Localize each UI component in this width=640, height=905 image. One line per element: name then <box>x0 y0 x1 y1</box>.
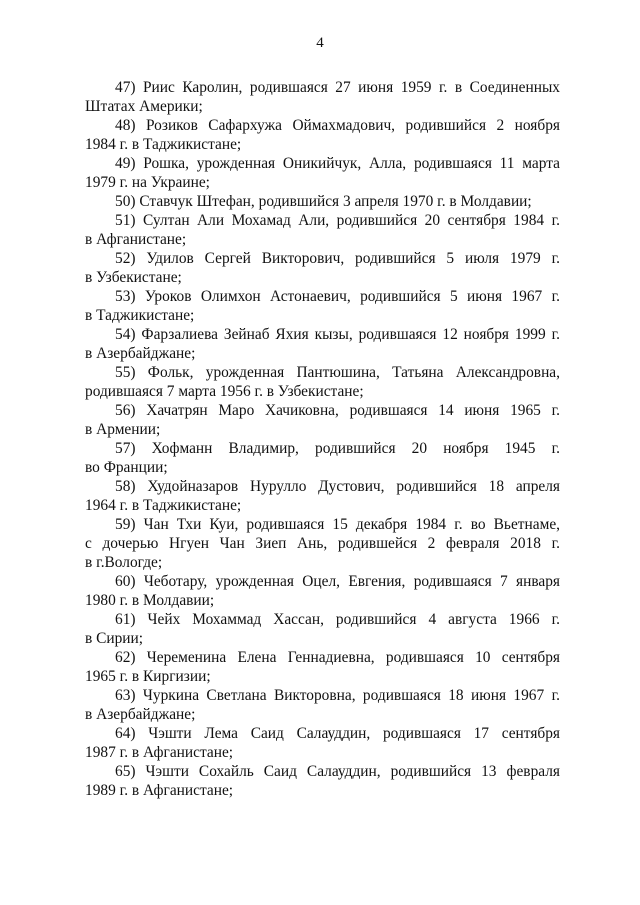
list-item-first-line: 54) Фарзалиева Зейнаб Яхия кызы, родившаяся 12 ноября 1999 г. <box>115 326 560 343</box>
list-item-line: 1980 г. в Молдавии; <box>85 592 215 609</box>
list-item-first-line: 53) Уроков Олимхон Астонаевич, родившийся 5 июня 1967 г. <box>115 288 560 305</box>
list-item-line: родившаяся 7 марта 1956 г. в Узбекистане; <box>85 383 364 400</box>
list-item <box>85 116 560 154</box>
list-item-line: 1989 г. в Афганистане; <box>85 782 234 799</box>
list-item-line: 1965 г. в Киргизии; <box>85 668 211 685</box>
list-item <box>85 648 560 686</box>
list-item <box>85 211 560 249</box>
list-item <box>85 686 560 724</box>
list-item-first-line: 49) Рошка, урожденная Оникийчук, Алла, родившаяся 11 марта <box>115 155 560 172</box>
list-item <box>85 439 560 477</box>
list-item-first-line: 63) Чуркина Светлана Викторовна, родившаяся 18 июня 1967 г. <box>115 687 560 704</box>
list-item-first-line: 50) Ставчук Штефан, родившийся 3 апреля 1970 г. в Молдавии; <box>115 193 532 210</box>
list-item <box>85 572 560 610</box>
list-item <box>85 762 560 800</box>
list-item-first-line: 51) Султан Али Мохамад Али, родившийся 20 сентября 1984 г. <box>115 212 560 229</box>
list-item-first-line: 56) Хачатрян Маро Хачиковна, родившаяся 14 июня 1965 г. <box>115 402 560 419</box>
list-item-line: в Таджикистане; <box>85 307 195 324</box>
list-item <box>85 192 560 211</box>
list-item-line: в Сирии; <box>85 630 144 647</box>
list-item <box>85 477 560 515</box>
list-item <box>85 724 560 762</box>
list-item <box>85 287 560 325</box>
list-item <box>85 610 560 648</box>
list-item-first-line: 65) Чэшти Сохайль Саид Салауддин, родившийся 13 февраля <box>115 763 560 780</box>
list-item <box>85 363 560 401</box>
list-item-line: 1984 г. в Таджикистане; <box>85 136 242 153</box>
list-item-first-line: 58) Худойназаров Нурулло Дустович, родившийся 18 апреля <box>115 478 560 495</box>
list-item <box>85 401 560 439</box>
page-number: 4 <box>316 35 324 51</box>
list-item <box>85 249 560 287</box>
list-item-first-line: 62) Череменина Елена Геннадиевна, родившаяся 10 сентября <box>115 649 560 666</box>
list-item-first-line: 55) Фольк, урожденная Пантюшина, Татьяна Александровна, <box>115 364 560 381</box>
list-item <box>85 515 560 572</box>
list-item-first-line: 57) Хофманн Владимир, родившийся 20 ноября 1945 г. <box>115 440 560 457</box>
list-item-line: в Афганистане; <box>85 231 187 248</box>
list-item <box>85 325 560 363</box>
list-item-line: в Азербайджане; <box>85 345 196 362</box>
list-item-line: 1964 г. в Таджикистане; <box>85 497 242 514</box>
list-item-first-line: 52) Удилов Сергей Викторович, родившийся 5 июля 1979 г. <box>115 250 560 267</box>
list-item-line: в Армении; <box>85 421 161 438</box>
list-item-line: в г.Вологде; <box>85 554 163 571</box>
document-body <box>85 78 560 800</box>
list-item-line: во Франции; <box>85 459 168 476</box>
list-item <box>85 78 560 116</box>
list-item-line: в Азербайджане; <box>85 706 196 723</box>
list-item-first-line: 60) Чеботару, урожденная Оцел, Евгения, родившаяся 7 января <box>115 573 560 590</box>
list-item-first-line: 61) Чейх Мохаммад Хассан, родившийся 4 августа 1966 г. <box>115 611 560 628</box>
list-item-first-line: 64) Чэшти Лема Саид Салауддин, родившаяся 17 сентября <box>115 725 560 742</box>
list-item-line: с дочерью Нгуен Чан Зиеп Ань, родившейся 2 февраля 2018 г. <box>85 535 560 552</box>
list-item-line: Штатах Америки; <box>85 98 203 115</box>
list-item-first-line: 59) Чан Тхи Куи, родившаяся 15 декабря 1984 г. во Вьетнаме, <box>115 516 560 533</box>
list-item-line: 1979 г. на Украине; <box>85 174 210 191</box>
list-item-line: 1987 г. в Афганистане; <box>85 744 234 761</box>
list-item <box>85 154 560 192</box>
list-item-first-line: 47) Риис Каролин, родившаяся 27 июня 1959 г. в Соединенных <box>115 79 560 96</box>
list-item-line: в Узбекистане; <box>85 269 182 286</box>
list-item-first-line: 48) Розиков Сафархужа Оймахмадович, родившийся 2 ноября <box>115 117 560 134</box>
